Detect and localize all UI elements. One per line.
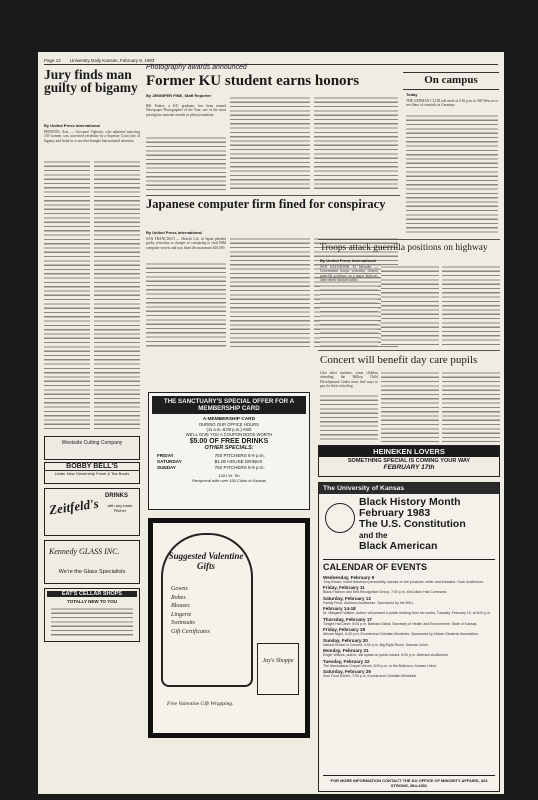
jury-body-col-2 — [94, 160, 140, 432]
kennedy-glass-ad — [44, 540, 140, 584]
bhm-title-line: The U.S. Constitution — [359, 518, 466, 530]
valentine-footer: Free Valentine Gift Wrapping. — [167, 701, 234, 707]
former-ku-col-2 — [230, 96, 310, 192]
valentine-ad — [148, 518, 310, 738]
concert-col-1 — [320, 394, 378, 442]
japanese-byline: By United Press International — [146, 230, 202, 235]
sanctuary-footer: Reciprocal with over 150 Clubs in Kansas — [192, 478, 266, 483]
valentine-item: Gift Certificates — [171, 628, 210, 635]
sanctuary-line2: DURING OUR OFFICE HOURS — [199, 422, 259, 427]
eatis-cellar-ad — [44, 588, 140, 642]
sanctuary-address: 1401 W. 7th — [218, 473, 240, 478]
jury-body-col-1 — [44, 160, 90, 432]
concert-col-3 — [442, 371, 500, 442]
shop-name: Jay's Shoppe — [262, 658, 294, 664]
jury-byline: By United Press International — [44, 123, 100, 128]
valentine-item: Lingerie — [171, 611, 192, 618]
sanctuary-title: THE SANCTUARY'S SPECIAL OFFER FOR A MEMBERSHIP CARD — [152, 396, 306, 414]
calendar-item: Friday, February 18 African Night, 6:30 p.m. Ecumenical Christian Ministries. Sponsored by African Students Association. — [323, 627, 479, 636]
sanctuary-line3: (11 a.m.-6:00 p.m.) AND — [206, 427, 252, 432]
bhm-title-line: and the — [359, 531, 388, 540]
bobby-bell-ad — [44, 462, 140, 484]
valentine-item: Swimsuits — [171, 620, 196, 627]
on-campus-lead: THE GERMAN CLUB will meet at 4:30 p.m. in 400 Wescoe to see films of carnivals in Germany. — [406, 99, 498, 108]
zeitfelds-ad — [44, 488, 140, 536]
eatis-sub: TOTALLY NEW TO YOU — [67, 599, 117, 604]
bobby-sub: Under New Ownership Fresh & Tea Bowls — [54, 471, 130, 476]
calendar-item: Saturday, February 26 Soul Food Dinner, 7:00 p.m. Ecumenical Christian Ministries. — [323, 669, 418, 678]
troops-byline: By United Press International — [320, 258, 376, 263]
sanctuary-line4: WE'LL GIVE YOU A COUPON BOOK WORTH — [185, 432, 273, 437]
calendar-title: CALENDAR OF EVENTS — [323, 559, 495, 572]
paper-name: University Daily Kansan, February 8, 1983 — [70, 58, 155, 63]
bhm-title-line: February 1983 — [359, 507, 431, 519]
eatis-title: EAT'S CELLAR SHOPS — [47, 591, 137, 597]
glass-name: Kennedy GLASS INC. — [49, 547, 120, 556]
concert-lead: Like other students, some children attending the Hilltop Child Development Center must find ways to pay for their schooling. — [320, 371, 378, 388]
black-history-month-ad — [318, 482, 500, 792]
calendar-item: Sunday, February 20 Natural Brown in Concert, 3:00 p.m. Big Eight Room, Kansas Union. — [323, 637, 429, 647]
glass-line: We're the Glass Specialists — [58, 569, 126, 575]
heineken-date: FEBRUARY 17th — [383, 464, 435, 471]
calendar-item: February 14-18 Dr. Margaret Walker, author, will present a public reading from her works, Tuesday, February 15, at 8:00 p.m. — [323, 606, 492, 615]
sanctuary-specials: OTHER SPECIALS: — [204, 445, 254, 451]
troops-lead: SAN SALVADOR, El Salvador — Government troops yesterday cleared guerrilla positions on a major highway after rebels blocked traffic. — [320, 265, 378, 282]
heineken-title: HEINEKEN LOVERS — [319, 446, 499, 457]
on-campus-box — [403, 72, 499, 90]
shop-logo-icon — [257, 643, 299, 695]
zeitfelds-drinks: DRINKS — [105, 493, 129, 499]
photo-section-label: Photography awards announced — [146, 64, 247, 71]
former-ku-col-1 — [146, 136, 226, 192]
calendar-item: Saturday, February 12 Family Feud, Alderson Auditorium. Sponsored by the BSU. — [323, 595, 414, 605]
japanese-headline: Japanese computer firm fined for conspiracy — [146, 197, 386, 211]
bhm-title-line: Black American — [359, 540, 438, 552]
newspaper-page — [38, 52, 504, 794]
sanctuary-deals: 75¢ PITCHERS 6-9 p.m. $1.00 HOUSE DRINKS 75¢ PITCHERS 5-9 p.m. — [214, 453, 265, 470]
valentine-item: Robes — [171, 594, 186, 601]
page-number: Page 12 — [44, 58, 61, 63]
japanese-col-1 — [146, 262, 226, 348]
sanctuary-price: $5.00 OF FREE DRINKS — [189, 438, 269, 445]
calendar-item: Wednesday, February 9 Tony Brown, noted television personality, speaks on the producer, writer and educator. Hoch Auditorium. — [323, 574, 484, 584]
bhm-title-line: Black History Month — [359, 496, 461, 508]
jury-headline: Jury finds man guilty of bigamy — [44, 67, 138, 95]
westside-title: Westside Cutting Company — [61, 440, 123, 446]
heineken-ad — [318, 445, 500, 477]
ku-seal-icon — [325, 503, 355, 533]
zeitfelds-note: with any basic Pitcher — [107, 503, 133, 513]
concert-col-2 — [381, 371, 439, 442]
heineken-sub: SOMETHING SPECIAL IS COMING YOUR WAY — [347, 458, 471, 464]
former-ku-byline: By JENNIFER FINE, Staff Reporter — [146, 93, 212, 98]
calendar-item: Tuesday, February 22 The Manhattans Gospel Voices, 8:00 p.m. in the Ballroom, Kansas Union. — [323, 658, 438, 668]
japanese-lead: SAN FRANCISCO — Hitachi Ltd. of Japan pleaded guilty yesterday to charges of conspiring to steal IBM computer secrets and was fined the maximum $10,000. — [146, 237, 226, 250]
troops-col-2 — [381, 265, 439, 346]
bobby-title: BOBBY BELL'S — [45, 463, 139, 471]
troops-headline: Troops attack guerrilla positions on highway — [320, 243, 488, 253]
valentine-item: Gowns — [171, 586, 188, 592]
japanese-col-2 — [230, 237, 310, 348]
former-ku-lead: Bill Frakes, a KU graduate, has been named Newspaper Photographer of the Year, one of the most prestigious national awards in photojournalism. — [146, 104, 226, 117]
valentine-item: Blouses — [171, 603, 190, 610]
zeitfelds-name: Zeitfeld's — [48, 495, 100, 518]
sanctuary-ad — [148, 392, 310, 510]
calendar-item: Thursday, February 17 Tonight Hal Cleve, 8:00 p.m. Barbara Sabol, Secretary of Health and Environment, State of Kansas. — [323, 616, 478, 626]
former-ku-col-3 — [314, 96, 398, 192]
valentine-title: Suggested Valentine Gifts — [168, 551, 244, 571]
ku-university: The University of Kansas — [319, 483, 499, 494]
jury-lead: PHOENIX, Ariz. — Giovanni Vigliotto, who admitted marrying 105 women, was convicted yesterday by a Superior Court jury of bigamy and fraud in a case that brought him national attention. — [44, 130, 140, 143]
former-ku-headline: Former KU student earns honors — [146, 73, 360, 89]
on-campus-body — [406, 114, 498, 236]
calendar-footer: FOR MORE INFORMATION CONTACT THE KU OFFICE OF MINORITY AFFAIRS, 324 STRONG, 864-4351 — [323, 775, 495, 788]
sanctuary-line1: A MEMBERSHIP CARD — [202, 417, 256, 422]
troops-col-3 — [442, 265, 500, 346]
on-campus-section: Today — [406, 92, 418, 97]
concert-headline: Concert will benefit day care pupils — [320, 354, 478, 366]
troops-col-1 — [320, 284, 378, 346]
on-campus-title: On campus — [424, 74, 478, 86]
calendar-item: Friday, February 11 Black Fashion and Self-Recognition Group, 7:00 p.m. McCollum Hall Commons. — [323, 585, 448, 594]
calendar-item: Monday, February 21 Roger Wilkins, author, will speak on public issues, 8:00 p.m. Alderson Auditorium. — [323, 648, 449, 657]
sanctuary-days: FRIDAY SATURDAY SUNDAY — [157, 453, 182, 470]
calendar-list — [323, 573, 495, 773]
westside-ad — [44, 436, 140, 460]
